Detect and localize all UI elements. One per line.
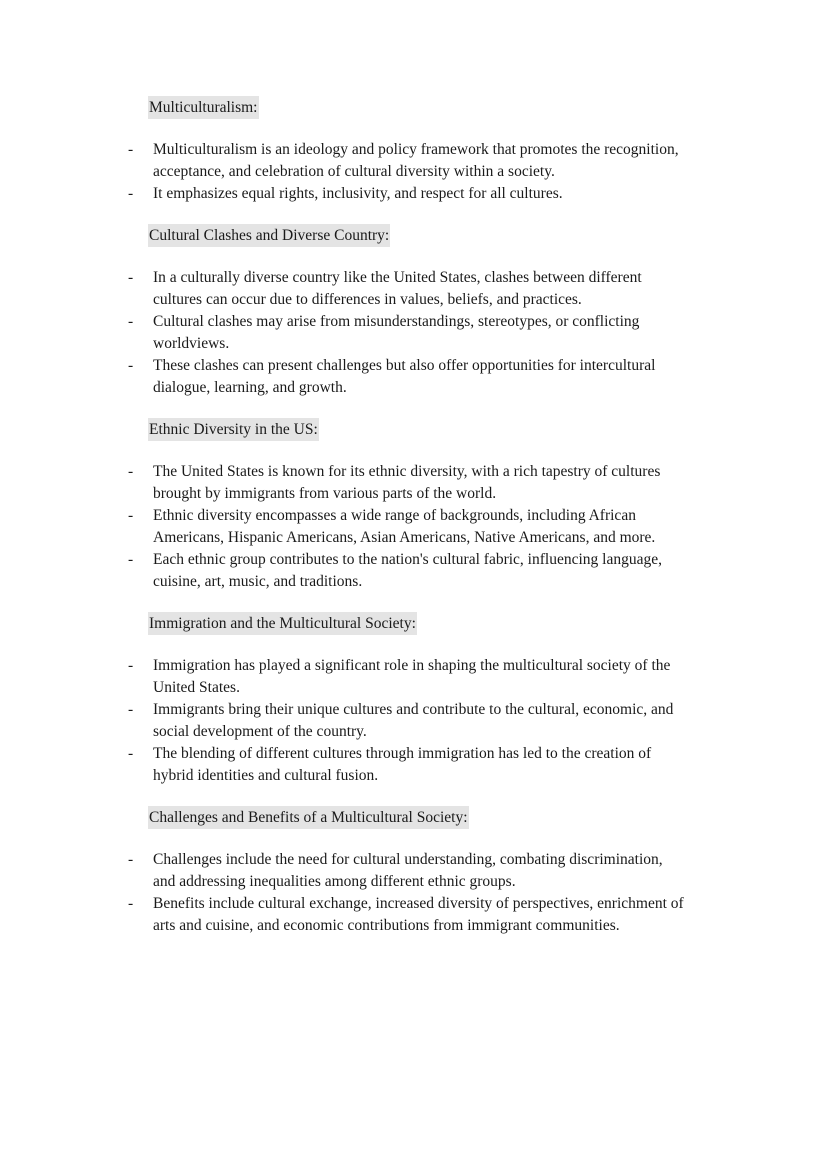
section-heading-wrap [148, 612, 738, 637]
bullet-text-line: acceptance, and celebration of cultural diversity within a society. [153, 163, 555, 180]
bullet-item [128, 743, 738, 787]
bullet-item [128, 655, 738, 699]
bullet-text-line: social development of the country. [153, 723, 367, 740]
section-heading-wrap [148, 806, 738, 831]
bullet-dash-icon: - [128, 269, 134, 286]
bullet-dash-icon: - [128, 745, 134, 762]
section-heading: Cultural Clashes and Diverse Country: [148, 224, 390, 247]
bullet-item [128, 139, 738, 183]
section-heading-wrap [148, 224, 738, 249]
bullet-text-line: Immigration has played a significant role in shaping the multicultural society of the [153, 657, 671, 674]
bullet-text-line: brought by immigrants from various parts of the world. [153, 485, 497, 502]
bullet-dash-icon: - [128, 851, 134, 868]
document-section [128, 224, 738, 399]
bullet-dash-icon: - [128, 463, 134, 480]
bullet-list [128, 139, 738, 205]
bullet-item [128, 505, 738, 549]
bullet-dash-icon: - [128, 895, 134, 912]
bullet-list [128, 267, 738, 399]
section-heading-wrap [148, 96, 738, 121]
bullet-text-line: Each ethnic group contributes to the nation's cultural fabric, influencing language, [153, 551, 662, 568]
bullet-text-line: cuisine, art, music, and traditions. [153, 573, 363, 590]
section-heading: Challenges and Benefits of a Multicultural Society: [148, 806, 469, 829]
document-section [128, 806, 738, 937]
section-heading: Ethnic Diversity in the US: [148, 418, 319, 441]
bullet-text-line: The United States is known for its ethnic diversity, with a rich tapestry of cultures [153, 463, 661, 480]
bullet-item [128, 893, 738, 937]
bullet-item [128, 183, 738, 205]
document-section [128, 96, 738, 205]
bullet-text-line: cultures can occur due to differences in values, beliefs, and practices. [153, 291, 582, 308]
bullet-text-line: Benefits include cultural exchange, increased diversity of perspectives, enrichment of [153, 895, 684, 912]
bullet-text-line: Multiculturalism is an ideology and policy framework that promotes the recognition, [153, 141, 679, 158]
bullet-item [128, 849, 738, 893]
bullet-item [128, 267, 738, 311]
bullet-dash-icon: - [128, 141, 134, 158]
bullet-list [128, 461, 738, 593]
bullet-dash-icon: - [128, 701, 134, 718]
bullet-dash-icon: - [128, 507, 134, 524]
bullet-text-line: Americans, Hispanic Americans, Asian Americans, Native Americans, and more. [153, 529, 656, 546]
bullet-item [128, 549, 738, 593]
bullet-text-line: United States. [153, 679, 240, 696]
bullet-text-line: Cultural clashes may arise from misunderstandings, stereotypes, or conflicting [153, 313, 640, 330]
bullet-text-line: Ethnic diversity encompasses a wide range of backgrounds, including African [153, 507, 636, 524]
document-content [128, 96, 738, 956]
document-section [128, 612, 738, 787]
section-heading: Immigration and the Multicultural Society: [148, 612, 417, 635]
bullet-text-line: In a culturally diverse country like the United States, clashes between different [153, 269, 642, 286]
section-heading-wrap [148, 418, 738, 443]
bullet-dash-icon: - [128, 551, 134, 568]
bullet-text-line: and addressing inequalities among different ethnic groups. [153, 873, 516, 890]
bullet-text-line: dialogue, learning, and growth. [153, 379, 347, 396]
bullet-item [128, 699, 738, 743]
bullet-list [128, 655, 738, 787]
bullet-item [128, 311, 738, 355]
bullet-dash-icon: - [128, 657, 134, 674]
bullet-text-line: It emphasizes equal rights, inclusivity, and respect for all cultures. [153, 185, 563, 202]
bullet-text-line: Immigrants bring their unique cultures and contribute to the cultural, economic, and [153, 701, 674, 718]
bullet-text-line: Challenges include the need for cultural understanding, combating discrimination, [153, 851, 663, 868]
bullet-list [128, 849, 738, 937]
bullet-text-line: The blending of different cultures through immigration has led to the creation of [153, 745, 652, 762]
bullet-text-line: These clashes can present challenges but also offer opportunities for intercultural [153, 357, 656, 374]
bullet-item [128, 461, 738, 505]
section-heading: Multiculturalism: [148, 96, 259, 119]
bullet-dash-icon: - [128, 185, 134, 202]
bullet-text-line: arts and cuisine, and economic contributions from immigrant communities. [153, 917, 620, 934]
bullet-item [128, 355, 738, 399]
bullet-text-line: worldviews. [153, 335, 230, 352]
bullet-dash-icon: - [128, 357, 134, 374]
bullet-text-line: hybrid identities and cultural fusion. [153, 767, 379, 784]
bullet-dash-icon: - [128, 313, 134, 330]
document-section [128, 418, 738, 593]
